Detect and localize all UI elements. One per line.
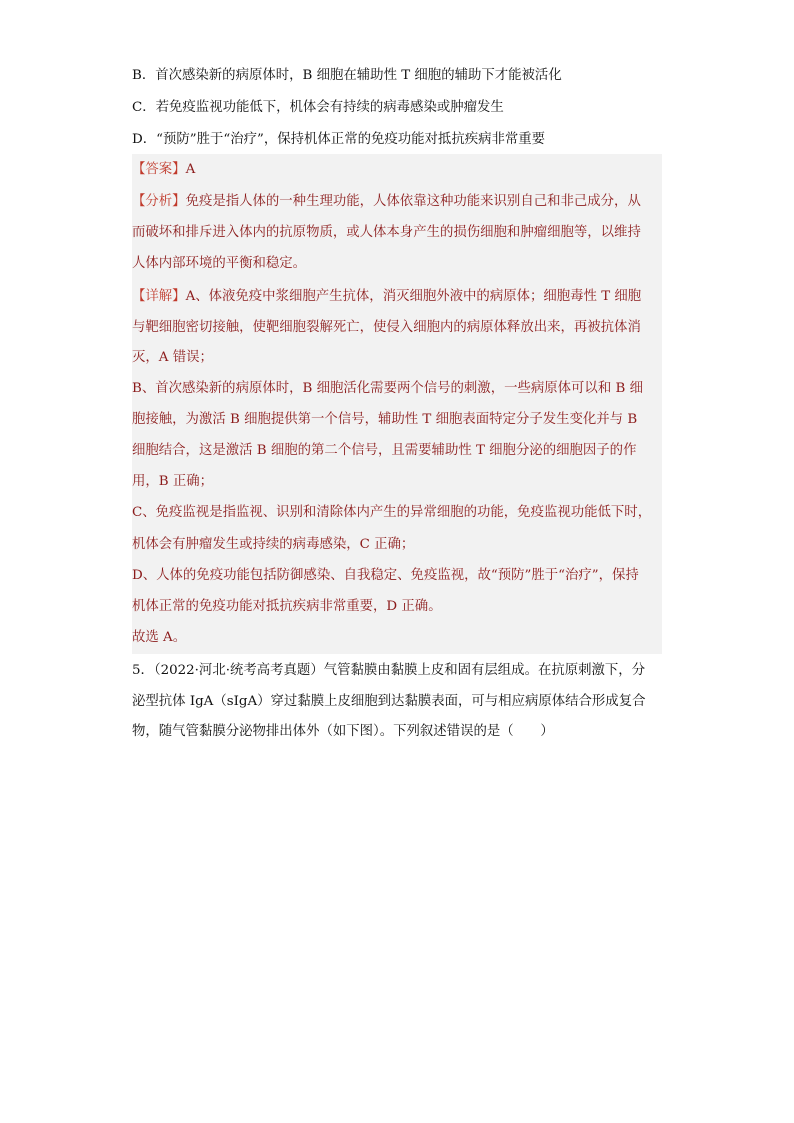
- analysis-tag: 【分析】: [132, 194, 186, 209]
- detail-tag: 【详解】: [132, 289, 186, 304]
- answer-tag: 【答案】: [132, 162, 186, 177]
- analysis-line-1: [132, 192, 641, 212]
- detail-line-5: 胞接触，为激活 B 细胞提供第一个信号，辅助性 T 细胞表面特定分子发生变化并与 B: [132, 412, 638, 427]
- detail-line-10: D、人体的免疫功能包括防御感染、自我稳定、免疫监视，故“预防”胜于“治疗”，保持: [132, 568, 639, 583]
- detail-line-12: 故选 A。: [132, 630, 187, 645]
- detail-line-2: 与靶细胞密切接触，使靶细胞裂解死亡，使侵入细胞内的病原体释放出来，再被抗体消: [132, 320, 641, 335]
- question-5-line-1: 5．（2022·河北·统考高考真题）气管黏膜由黏膜上皮和固有层组成。在抗原刺激下，分: [132, 663, 646, 678]
- detail-line-4: B、首次感染新的病原体时，B 细胞活化需要两个信号的刺激，一些病原体可以和 B 细: [132, 381, 643, 396]
- option-c: C．若免疫监视功能低下，机体会有持续的病毒感染或肿瘤发生: [132, 100, 504, 115]
- detail-line-6: 细胞结合，这是激活 B 细胞的第二个信号，且需要辅助性 T 细胞分泌的细胞因子的作: [132, 443, 637, 458]
- answer-line: [132, 160, 195, 180]
- option-b: B．首次感染新的病原体时，B 细胞在辅助性 T 细胞的辅助下才能被活化: [132, 68, 562, 83]
- question-5-line-2: 泌型抗体 IgA（sIgA）穿过黏膜上皮细胞到达黏膜表面，可与相应病原体结合形成复合: [132, 694, 646, 709]
- detail-line-11: 机体正常的免疫功能对抵抗疾病非常重要，D 正确。: [132, 599, 442, 614]
- detail-text-1: A、体液免疫中浆细胞产生抗体，消灭细胞外液中的病原体；细胞毒性 T 细胞: [185, 289, 642, 304]
- analysis-text-1: 免疫是指人体的一种生理功能，人体依靠这种功能来识别自己和非己成分，从: [185, 194, 641, 209]
- question-5-line-3: 物，随气管黏膜分泌物排出体外（如下图）。下列叙述错误的是（ ）: [132, 724, 554, 739]
- detail-line-3: 灭，A 错误；: [132, 350, 213, 365]
- detail-line-1: [132, 287, 641, 307]
- analysis-line-2: 而破坏和排斥进入体内的抗原物质，或人体本身产生的损伤细胞和肿瘤细胞等，以维持: [132, 225, 641, 240]
- detail-line-7: 用，B 正确；: [132, 474, 214, 489]
- detail-line-8: C、免疫监视是指监视、识别和清除体内产生的异常细胞的功能，免疫监视功能低下时，: [132, 505, 652, 520]
- detail-line-9: 机体会有肿瘤发生或持续的病毒感染，C 正确；: [132, 537, 415, 552]
- analysis-line-3: 人体内部环境的平衡和稳定。: [132, 256, 307, 271]
- option-d: D．“预防”胜于“治疗”，保持机体正常的免疫功能对抵抗疾病非常重要: [132, 132, 546, 147]
- answer-value: A: [185, 162, 196, 177]
